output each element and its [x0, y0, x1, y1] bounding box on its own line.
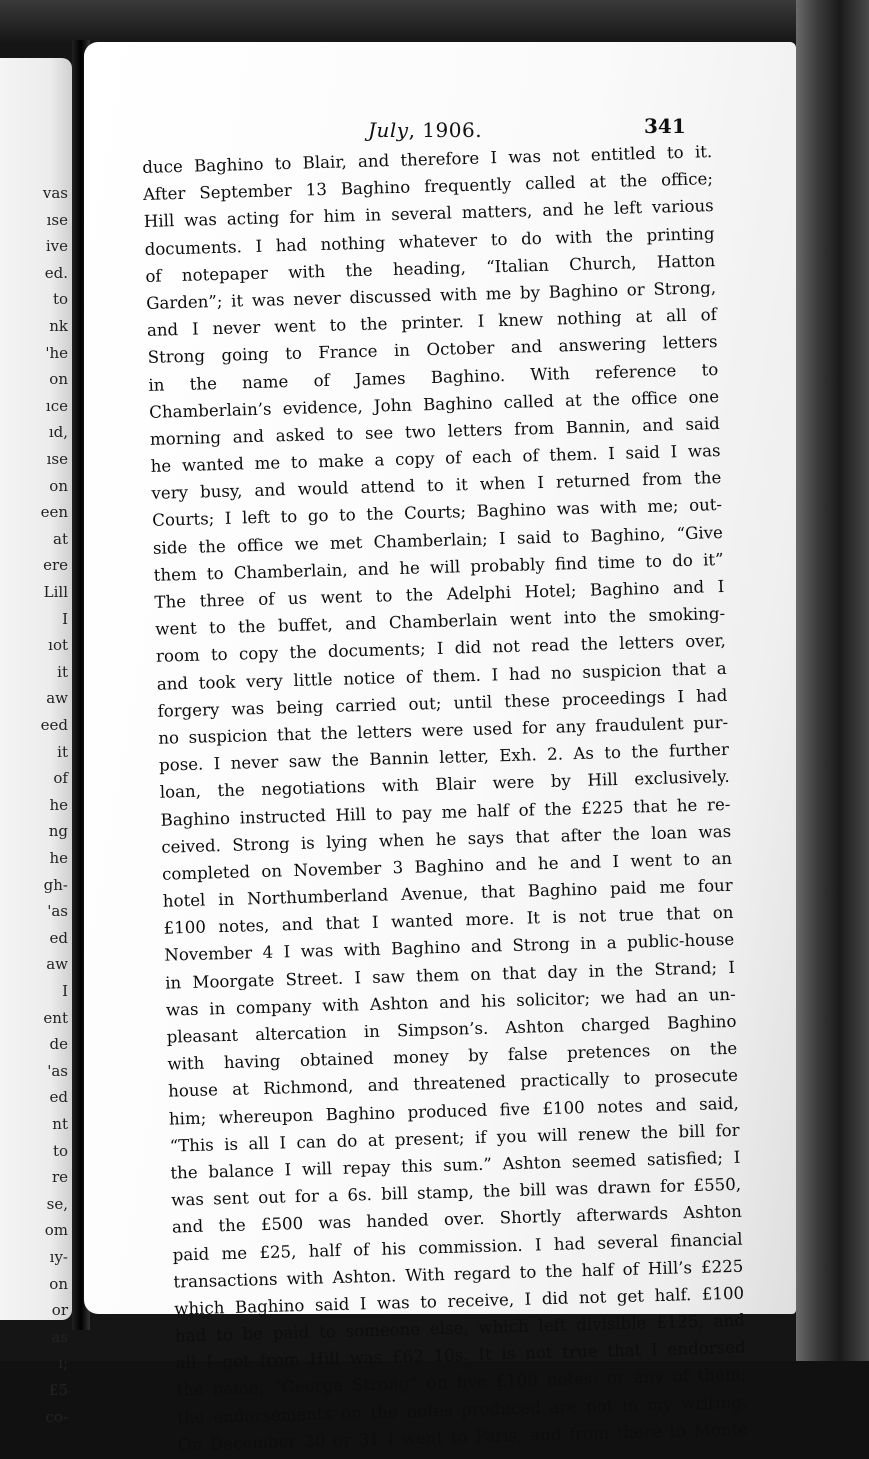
text-line: ceived. Strong is lying when he says that after the loan was [161, 821, 732, 857]
facing-page-fragment: ıot [48, 636, 68, 655]
scan-top-shadow [0, 0, 869, 44]
text-line: documents. I had nothing whatever to do with the printing [144, 223, 715, 259]
facing-page-fragment: ıd, [48, 423, 68, 442]
text-line: Strong going to France in October and answering letters [147, 332, 718, 368]
facing-page-fragment: ıse [46, 210, 68, 229]
facing-page-fragment: nk [49, 317, 68, 335]
facing-page-fragment: de [49, 1035, 68, 1054]
page-number: 341 [644, 114, 686, 138]
text-line: November 4 I was with Baghino and Strong in a public-house [164, 930, 735, 966]
text-line: side the office we met Chamberlain; I said to Baghino, “Give [152, 522, 724, 558]
text-line: Chamberlain’s evidence, John Baghino called at the office one [148, 386, 720, 422]
text-line: he wanted me to make a copy of each of them. I said I was [150, 441, 721, 476]
text-line: the name, “George Strong” on five £100 notes, or any of them; [176, 1365, 747, 1400]
facing-page-fragment: ıce [45, 396, 68, 415]
text-line: Hill was acting for him in several matters, and he left various [143, 196, 714, 232]
facing-page-fragment: on [49, 476, 68, 495]
facing-page-fragment: ed. [44, 263, 68, 282]
facing-page-fragment: of [53, 769, 68, 788]
text-line: hotel in Northumberland Avenue, that Baghino paid me four [162, 875, 733, 911]
facing-page-fragment: ed [49, 928, 68, 947]
facing-page-left [0, 58, 72, 1426]
text-line: “This is all I can do at present; if you will renew the bill for [169, 1120, 740, 1156]
text-line: the balance I will repay this sum.” Ashton seemed satisfied; I [170, 1147, 741, 1183]
facing-page-fragment: se, [46, 1194, 68, 1213]
facing-page-fragment: £5 [48, 1381, 68, 1399]
facing-page-fragment: at [53, 529, 68, 548]
text-line: them to Chamberlain, and he will probably find time to do it” [153, 549, 724, 585]
facing-page-fragment: ng [48, 822, 68, 841]
facing-page-fragment: 'he [45, 343, 68, 362]
facing-page-fragment: it [57, 742, 68, 761]
text-line: loan, the negotiations with Blair were by Hill exclusively. [159, 767, 730, 803]
text-line: £100 notes, and that I wanted more. It is not true that on [163, 903, 734, 938]
facing-page-fragment: vas [42, 184, 68, 202]
text-line: all I got from Hill was £62 10s. It is not true that I endorsed [175, 1337, 746, 1373]
facing-page-fragment: 'as [47, 1061, 68, 1080]
text-line: On December 30 or 31 I went to Paris, and from there to Monte [177, 1419, 749, 1455]
text-line: had to be paid to someone else, which left divisible £125, and [174, 1310, 746, 1346]
facing-page-fragment: aw [46, 955, 68, 974]
book-page [84, 42, 796, 1455]
text-line: of notepaper with the heading, “Italian Church, Hatton [145, 250, 716, 286]
facing-page-fragment: I [62, 982, 68, 1000]
text-line: in the name of James Baghino. With reference to [148, 359, 719, 395]
text-line: was in company with Ashton and his solicitor; we had an un- [165, 984, 736, 1020]
text-line: Courts; I left to go to the Courts; Baghino was with me; out- [151, 495, 723, 531]
text-line: After September 13 Baghino frequently called at the office; [142, 169, 714, 205]
text-line: forgery was being carried out; until these proceedings I had [157, 685, 728, 721]
header-month: July [368, 118, 409, 142]
facing-page-fragment: gh- [43, 875, 68, 894]
text-line: completed on November 3 Baghino and he and I went to an [161, 848, 733, 884]
facing-page-fragment: aw [46, 689, 68, 708]
header-year: , 1906. [408, 118, 483, 142]
text-line: with having obtained money by false pretences on the [167, 1038, 738, 1074]
text-line: transactions with Ashton. With regard to the half of Hill’s £225 [173, 1256, 744, 1292]
text-line: and the £500 was handed over. Shortly afterwards Ashton [171, 1201, 743, 1237]
text-line: very busy, and would attend to it when I returned from the [151, 468, 722, 504]
text-line: him; whereupon Baghino produced five £100 notes and said, [168, 1093, 739, 1129]
text-line: the endorsements on the notes produced are not in my writing. [177, 1392, 748, 1428]
facing-page-fragment: Lill [43, 583, 68, 601]
facing-page-fragment: it [57, 662, 68, 681]
facing-page-fragment: om [44, 1221, 68, 1240]
facing-page-fragment: ed [49, 1088, 68, 1107]
text-line: morning and asked to see two letters from Bannin, and said [149, 413, 721, 449]
text-line: pose. I never saw the Bannin letter, Exh. 2. As to the further [158, 739, 730, 775]
facing-page-fragment: een [40, 503, 68, 522]
facing-page-fragment: I [62, 609, 68, 628]
facing-page-fragment: on [49, 370, 68, 389]
facing-page-fragment: re [51, 1168, 68, 1187]
facing-page-fragment: he [49, 849, 68, 867]
facing-page-fragment: ıse [46, 450, 68, 468]
facing-page-fragment: to [52, 290, 68, 309]
text-line: and took very little notice of them. I had no suspicion that a [156, 658, 727, 694]
facing-page-fragment: ive [45, 237, 68, 256]
text-line: room to copy the documents; I did not read the letters over, [155, 631, 727, 667]
body-text [142, 138, 748, 1458]
facing-page-fragment: ere [43, 556, 68, 575]
facing-page-fragment: or [51, 1301, 68, 1320]
facing-page-fragment: 'as [47, 902, 68, 921]
text-line: house at Richmond, and threatened practically to prosecute [167, 1066, 739, 1102]
facing-page-fragment: ıy- [49, 1248, 68, 1266]
facing-page-fragment: co- [45, 1407, 68, 1426]
running-title [368, 118, 482, 142]
scan-right-shadow [796, 0, 869, 1361]
text-line: and I never went to the printer. I knew nothing at all of [146, 305, 717, 341]
facing-page-fragment: eed [40, 716, 68, 734]
text-line: in Moorgate Street. I saw them on that day in the Strand; I [164, 957, 736, 993]
text-line: no suspicion that the letters were used for any fraudulent pur- [158, 712, 729, 748]
text-line: The three of us went to the Adelphi Hotel; Baghino and I [154, 576, 725, 612]
facing-page-fragment: ent [43, 1008, 68, 1027]
text-line: went to the buffet, and Chamberlain went into the smoking- [155, 604, 726, 639]
facing-page-fragment: ı; [58, 1354, 68, 1373]
facing-page-fragment: to [52, 1141, 68, 1160]
text-line: paid me £25, half of his commission. I had several financial [172, 1229, 743, 1265]
text-line: Garden”; it was never discussed with me by Baghino or Strong, [145, 277, 717, 313]
facing-page-fragment: nt [52, 1115, 68, 1133]
text-line: was sent out for a 6s. bill stamp, the bill was drawn for £550, [170, 1174, 742, 1210]
text-line: Baghino instructed Hill to pay me half of the £225 that he re- [160, 794, 731, 830]
text-line: duce Baghino to Blair, and therefore I was not entitled to it. [142, 142, 713, 177]
text-line: pleasant altercation in Simpson’s. Ashton charged Baghino [166, 1011, 737, 1047]
facing-page-fragment: he [49, 795, 68, 814]
facing-page-fragment: as [51, 1327, 68, 1346]
facing-page-fragment: on [49, 1274, 68, 1293]
text-line: which Baghino said I was to receive, I did not get half. £100 [173, 1283, 745, 1319]
